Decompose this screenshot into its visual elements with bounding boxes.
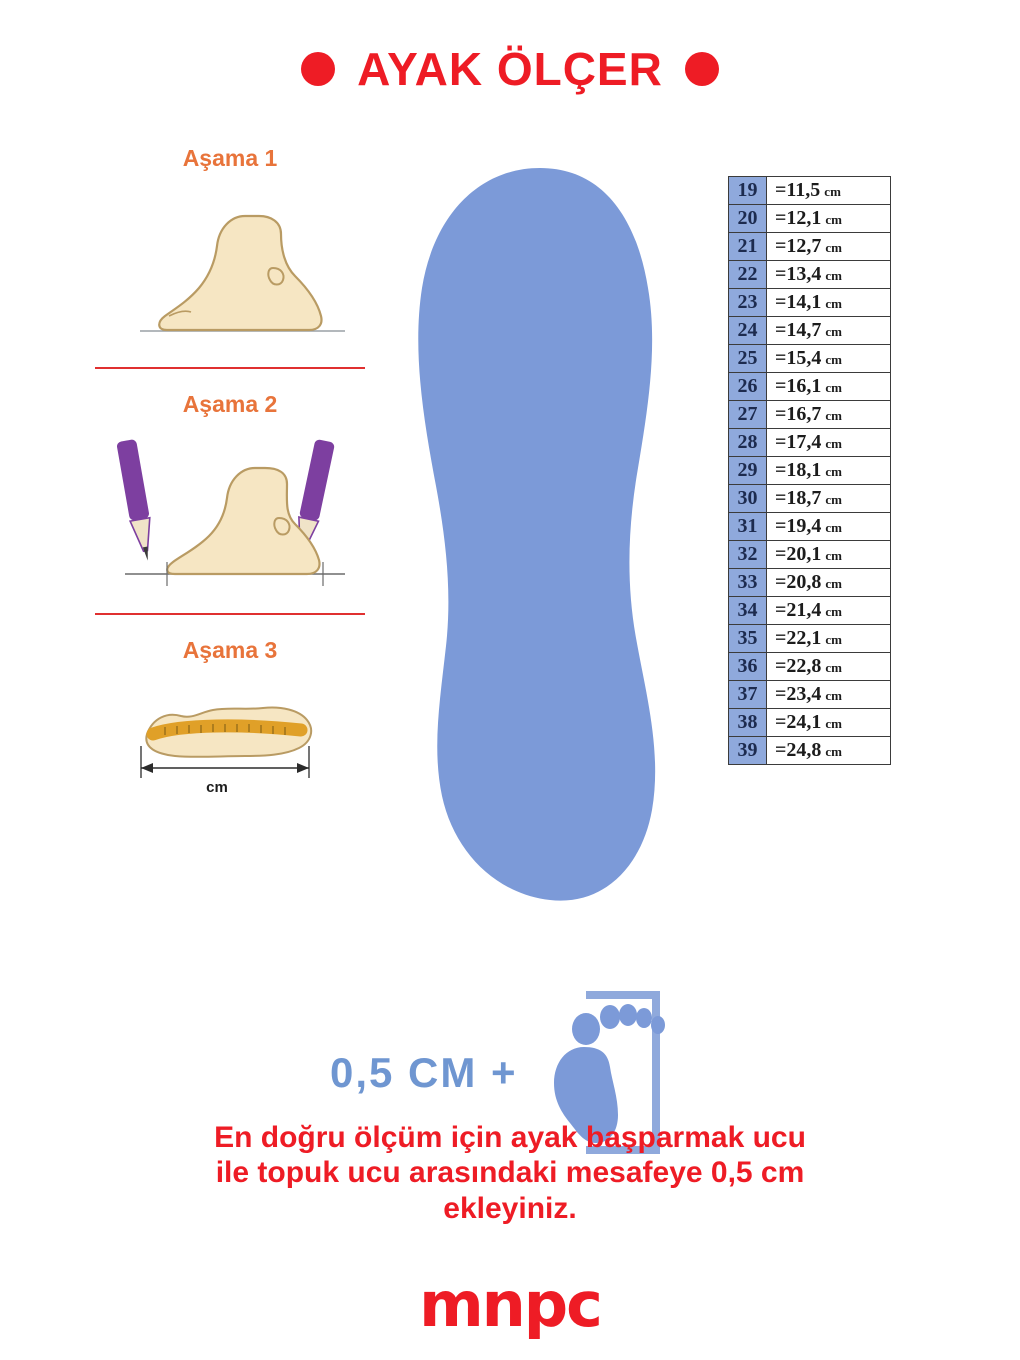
table-row: [729, 485, 891, 513]
size-cell: 31: [729, 513, 767, 541]
length-cell: [767, 177, 891, 205]
table-row: [729, 289, 891, 317]
size-cell: 23: [729, 289, 767, 317]
size-cell: 20: [729, 205, 767, 233]
size-table: [728, 176, 891, 765]
unit-label: cm: [825, 212, 843, 227]
step-3-label: Aşama 3: [182, 637, 278, 663]
size-cell: 34: [729, 597, 767, 625]
length-cell: [767, 681, 891, 709]
table-row: [729, 261, 891, 289]
table-row: [729, 345, 891, 373]
length-value: =24,8: [775, 739, 822, 761]
size-table-body: [729, 177, 891, 765]
step-3-caption: cm: [206, 779, 228, 796]
length-value: =17,4: [775, 431, 822, 453]
table-row: [729, 541, 891, 569]
unit-label: cm: [825, 464, 843, 479]
unit-label: cm: [825, 296, 843, 311]
length-value: =18,7: [775, 487, 822, 509]
length-cell: [767, 289, 891, 317]
table-row: [729, 429, 891, 457]
table-row: [729, 205, 891, 233]
length-value: =21,4: [775, 599, 822, 621]
length-cell: [767, 345, 891, 373]
size-cell: 36: [729, 653, 767, 681]
shoe-sole-icon: [390, 160, 690, 910]
length-value: =18,1: [775, 459, 822, 481]
size-cell: 38: [729, 709, 767, 737]
size-cell: 29: [729, 457, 767, 485]
step-2: [95, 391, 365, 607]
red-dot-left-icon: [301, 52, 335, 86]
length-value: =12,1: [775, 207, 822, 229]
table-row: [729, 513, 891, 541]
shoe-sole-illustration: [390, 160, 690, 915]
step-2-label: Aşama 2: [182, 391, 278, 417]
length-value: =24,1: [775, 711, 822, 733]
size-cell: 37: [729, 681, 767, 709]
unit-label: cm: [825, 408, 843, 423]
step-1-label: Aşama 1: [182, 145, 278, 171]
length-value: =14,7: [775, 319, 822, 341]
length-cell: [767, 597, 891, 625]
table-row: [729, 625, 891, 653]
brand-name: mnpc: [419, 1268, 601, 1341]
unit-label: cm: [825, 576, 843, 591]
size-cell: 27: [729, 401, 767, 429]
unit-label: cm: [825, 268, 843, 283]
table-row: [729, 569, 891, 597]
table-row: [729, 233, 891, 261]
size-cell: 28: [729, 429, 767, 457]
step-3: [95, 637, 365, 803]
unit-label: cm: [825, 436, 843, 451]
unit-label: cm: [825, 688, 843, 703]
title-text: AYAK ÖLÇER: [357, 43, 663, 95]
length-value: =13,4: [775, 263, 822, 285]
foot-with-two-pens-icon: [95, 422, 365, 607]
length-cell: [767, 625, 891, 653]
add-half-cm-label: 0,5 CM +: [330, 1048, 518, 1096]
length-cell: [767, 233, 891, 261]
table-row: [729, 317, 891, 345]
length-cell: [767, 457, 891, 485]
length-value: =16,1: [775, 375, 822, 397]
length-value: =12,7: [775, 235, 822, 257]
table-row: [729, 709, 891, 737]
size-cell: 22: [729, 261, 767, 289]
length-cell: [767, 261, 891, 289]
foot-side-view-icon: [95, 176, 365, 361]
length-cell: [767, 401, 891, 429]
unit-label: cm: [825, 716, 843, 731]
size-cell: 21: [729, 233, 767, 261]
size-cell: 33: [729, 569, 767, 597]
length-cell: [767, 205, 891, 233]
length-value: =16,7: [775, 403, 822, 425]
unit-label: cm: [825, 520, 843, 535]
table-row: [729, 373, 891, 401]
note-line-2: ile topuk ucu arasındaki mesafeye 0,5 cm: [215, 1156, 805, 1190]
length-cell: [767, 485, 891, 513]
size-cell: 19: [729, 177, 767, 205]
length-cell: [767, 513, 891, 541]
foot-with-tape-measure-icon: [95, 668, 365, 808]
step-2-illustration: [95, 422, 365, 607]
size-cell: 39: [729, 737, 767, 765]
step-3-illustration: [95, 668, 365, 803]
length-cell: [767, 541, 891, 569]
unit-label: cm: [825, 380, 843, 395]
step-1: [95, 145, 365, 361]
length-value: =11,5: [775, 179, 821, 201]
size-cell: 25: [729, 345, 767, 373]
length-value: =22,8: [775, 655, 822, 677]
table-row: [729, 177, 891, 205]
size-cell: 26: [729, 373, 767, 401]
divider-1: [95, 367, 365, 369]
unit-label: cm: [825, 492, 843, 507]
page-title: [0, 43, 1020, 95]
unit-label: cm: [824, 184, 841, 199]
table-row: [729, 653, 891, 681]
length-cell: [767, 569, 891, 597]
unit-label: cm: [825, 324, 843, 339]
length-value: =22,1: [775, 627, 822, 649]
note-line-3: ekleyiniz.: [443, 1191, 577, 1225]
red-dot-right-icon: [685, 52, 719, 86]
divider-2: [95, 613, 365, 615]
unit-label: cm: [825, 744, 843, 759]
table-row: [729, 737, 891, 765]
length-value: =19,4: [775, 515, 822, 537]
length-value: =15,4: [775, 347, 822, 369]
length-value: =23,4: [775, 683, 822, 705]
length-cell: [767, 709, 891, 737]
step-1-illustration: [95, 176, 365, 361]
length-cell: [767, 317, 891, 345]
size-cell: 35: [729, 625, 767, 653]
table-row: [729, 597, 891, 625]
table-row: [729, 681, 891, 709]
size-cell: 24: [729, 317, 767, 345]
length-value: =14,1: [775, 291, 822, 313]
unit-label: cm: [825, 352, 843, 367]
unit-label: cm: [825, 660, 843, 675]
measurement-note: [60, 1120, 960, 1226]
unit-label: cm: [825, 240, 843, 255]
length-cell: [767, 653, 891, 681]
unit-label: cm: [825, 632, 843, 647]
length-cell: [767, 373, 891, 401]
length-value: =20,1: [775, 543, 822, 565]
length-cell: [767, 429, 891, 457]
steps-column: [95, 145, 365, 803]
length-cell: [767, 737, 891, 765]
note-line-1: En doğru ölçüm için ayak başparmak ucu: [214, 1121, 806, 1154]
unit-label: cm: [825, 548, 843, 563]
table-row: [729, 401, 891, 429]
table-row: [729, 457, 891, 485]
brand-logo: [0, 1268, 1020, 1341]
size-cell: 30: [729, 485, 767, 513]
size-cell: 32: [729, 541, 767, 569]
unit-label: cm: [825, 604, 843, 619]
length-value: =20,8: [775, 571, 822, 593]
